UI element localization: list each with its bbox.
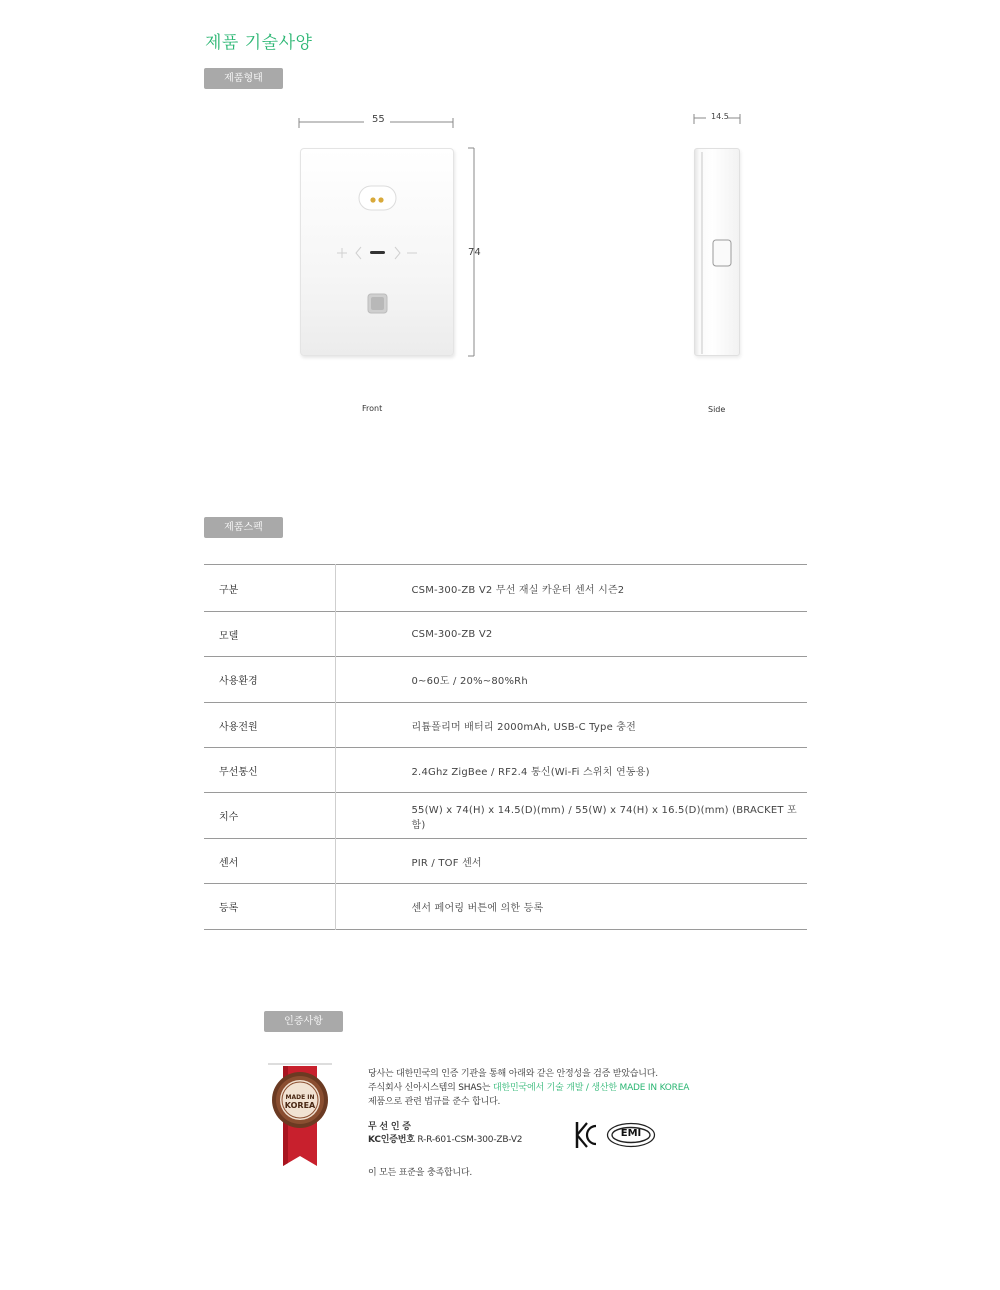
dim-depth: 14.5 xyxy=(711,112,729,121)
device-side-image xyxy=(694,148,740,356)
spec-key: 센서 xyxy=(204,839,335,884)
device-front-image xyxy=(300,148,454,356)
spec-value: 2.4Ghz ZigBee / RF2.4 통신(Wi-Fi 스위치 연동용) xyxy=(411,766,650,778)
spec-row xyxy=(204,657,807,703)
badge-text-line1: MADE IN xyxy=(285,1094,315,1101)
spec-row xyxy=(204,612,807,657)
spec-key: 등록 xyxy=(204,884,335,930)
device-side-details xyxy=(695,149,741,357)
spec-key: 사용전원 xyxy=(204,703,335,748)
kc-mark-icon xyxy=(574,1120,598,1150)
spec-key: 사용환경 xyxy=(204,657,335,703)
spec-row xyxy=(204,884,807,930)
spec-table xyxy=(204,564,807,930)
kc-number: R-R-601-CSM-300-ZB-V2 xyxy=(414,1135,523,1145)
spec-value: 0~60도 / 20%~80%Rh xyxy=(411,676,528,687)
spec-row xyxy=(204,793,807,839)
spec-value: CSM-300-ZB V2 xyxy=(411,628,493,640)
emi-label: EMI xyxy=(620,1128,642,1139)
spec-value: 센서 페어링 버튼에 의한 등록 xyxy=(411,903,544,914)
side-label: Side xyxy=(708,405,726,414)
page-title: 제품 기술사양 xyxy=(205,33,313,53)
spec-key: 구분 xyxy=(204,565,335,612)
dim-height: 74 xyxy=(468,247,481,258)
spec-value: 55(W) x 74(H) x 14.5(D)(mm) / 55(W) x 74(H) x 16.5(D)(mm) (BRACKET 포함) xyxy=(411,804,797,831)
wireless-cert-title: 무 선 인 증 xyxy=(368,1122,411,1132)
kc-label: KC인증번호 xyxy=(368,1135,415,1145)
section-pill-spec: 제품스펙 xyxy=(204,517,283,538)
dim-width: 55 xyxy=(372,114,385,125)
cert-line-2 xyxy=(368,1080,689,1093)
device-front-details xyxy=(301,149,455,357)
spec-key: 치수 xyxy=(204,793,335,839)
spec-value: 리튬폴리머 배터리 2000mAh, USB-C Type 충전 xyxy=(411,721,637,733)
kc-number-line xyxy=(368,1132,522,1145)
cert-line-2-text: 주식회사 신아시스템의 SHAS는 xyxy=(368,1083,493,1093)
spec-row xyxy=(204,565,807,612)
badge-graphic xyxy=(266,1060,336,1170)
section-pill-form: 제품형태 xyxy=(204,68,283,89)
spec-row xyxy=(204,703,807,748)
cert-line-3: 제품으로 관련 법규를 준수 합니다. xyxy=(368,1097,501,1107)
cert-footer: 이 모든 표준을 충족합니다. xyxy=(368,1168,473,1178)
made-in-korea-badge xyxy=(266,1060,336,1170)
spec-key: 모델 xyxy=(204,612,335,657)
cert-line-1: 당사는 대한민국의 인증 기관을 통해 아래와 같은 안정성을 검증 받았습니다. xyxy=(368,1069,658,1079)
spec-row xyxy=(204,748,807,793)
spec-value: CSM-300-ZB V2 무선 재실 카운터 센서 시즌2 xyxy=(411,584,625,596)
spec-value: PIR / TOF 센서 xyxy=(411,857,482,869)
spec-row xyxy=(204,839,807,884)
section-pill-cert: 인증사항 xyxy=(264,1011,343,1032)
front-label: Front xyxy=(362,404,383,413)
cert-line-2-highlight: 대한민국에서 기술 개발 / 생산한 MADE IN KOREA xyxy=(492,1083,690,1093)
spec-key: 무선통신 xyxy=(204,748,335,793)
badge-text-line2: KOREA xyxy=(284,1101,316,1110)
emi-mark xyxy=(606,1122,656,1148)
